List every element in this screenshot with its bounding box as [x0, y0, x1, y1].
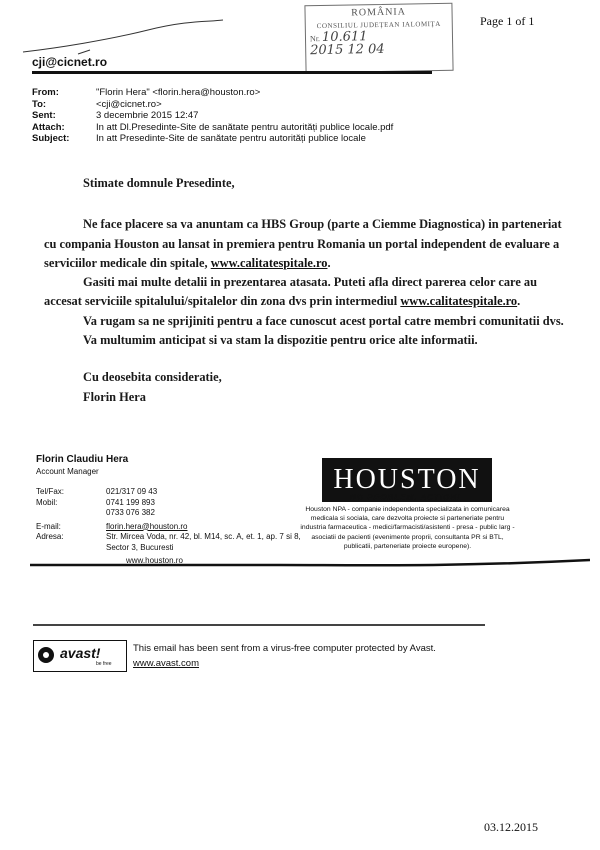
houston-description: Houston NPA - companie independenta specializata in comunicarea medicala si sociala, care dezvolta proiecte si parteneriate pentru industria farmaceutica - medici/farmacisti/asistenti - presa - public larg - asociatii de pacienti (evenimente proprii, consultanta PR si BTL, publicatii, parteneriate proiecte europene). — [300, 506, 515, 550]
page-label: Page 1 of 1 — [480, 14, 535, 28]
website-link[interactable]: www.houston.ro — [126, 556, 183, 565]
registration-stamp — [304, 3, 453, 74]
contact-value: 0741 199 893 — [106, 497, 155, 507]
header-label: Sent: — [32, 110, 56, 122]
header-value: 3 decembrie 2015 12:47 — [96, 110, 199, 122]
header-row-from — [32, 87, 393, 99]
contact-value: 021/317 09 43 — [106, 487, 158, 496]
footer-date: 03.12.2015 — [484, 820, 538, 834]
header-label: Attach: — [32, 121, 65, 133]
handwritten-mark-icon — [18, 18, 228, 58]
portal-link-2[interactable]: www.calitatespitale.ro — [400, 294, 518, 309]
header-divider — [32, 71, 432, 74]
signature-name: Florin Claudiu Hera — [36, 454, 129, 465]
contact-row — [36, 508, 316, 519]
paragraph-2-text: Gasiti mai multe detalii in prezentarea atasata. Puteti afla direct parerea celor care au accesat serviciile spitalului/spitalelor din zona dvs prin intermediul — [44, 275, 537, 309]
closing-name: Florin Hera — [83, 389, 146, 404]
avast-notice — [133, 643, 436, 670]
email-link[interactable]: florin.hera@houston.ro — [106, 521, 188, 531]
houston-tagline: NO PROBLEM. ACTION! — [350, 493, 461, 502]
portal-link[interactable]: www.calitatespitale.ro — [210, 255, 328, 270]
contact-row — [36, 498, 316, 509]
email-header-block — [32, 87, 393, 145]
contact-label: Adresa: — [36, 532, 64, 541]
header-row-attach — [32, 122, 393, 134]
header-row-to — [32, 99, 393, 111]
greeting: Stimate domnule Presedinte, — [83, 176, 235, 190]
houston-logo: HOUSTON — [322, 458, 492, 502]
avast-logo-text: avast! — [60, 645, 101, 661]
header-label: To: — [32, 98, 47, 110]
paragraph-3: Va rugam sa ne sprijiniti pentru a face cunoscut acest portal catre membri comunitatii dvs. — [83, 313, 564, 328]
contact-value: Str. Mircea Voda, nr. 42, bl. M14, sc. A, et. 1, ap. 7 si 8, Sector 3, Bucuresti — [106, 532, 301, 552]
header-row-subject — [32, 133, 393, 145]
contact-row — [36, 487, 316, 498]
attachment-name[interactable]: In att Dl.Presedinte-Site de sanătate pentru autorități publice locale.pdf — [96, 121, 394, 133]
avast-link[interactable]: www.avast.com — [133, 658, 199, 669]
stamp-number-label: Nr. — [309, 34, 321, 44]
header-row-sent — [32, 110, 393, 122]
contact-label: Tel/Fax: — [36, 487, 65, 496]
header-value: In att Presedinte-Site de sanătate pentru autorități publice locale — [96, 133, 366, 145]
contact-label: Mobil: — [36, 497, 58, 507]
avast-divider — [33, 624, 485, 626]
contact-row — [36, 532, 316, 553]
signature-role: Account Manager — [36, 467, 99, 476]
closing-phrase: Cu deosebita consideratie, — [83, 370, 222, 385]
avast-logo — [33, 640, 127, 672]
letter-body — [44, 174, 564, 407]
header-value: <cji@cicnet.ro> — [96, 98, 162, 110]
signature-contact-table — [36, 487, 316, 553]
header-label: From: — [32, 87, 59, 98]
paragraph-2: Gasiti mai multe detalii in prezentarea atasata. Puteti afla direct parerea celor care au accesat serviciile spitalului/spitalelor din zona dvs prin intermediul www.calitatespitale.ro. — [44, 275, 537, 309]
stamp-line-council: CONSILIUL JUDEȚEAN IALOMIȚA — [316, 19, 441, 31]
stamp-number-value: 10.611 — [321, 29, 368, 45]
paragraph-1: Ne face placere sa va anuntam ca HBS Group (parte a Ciemme Diagnostica) in parteneriat cu compania Houston au lansat in premiera pentru Romania un portal independent de evaluare a serviciilor medicale din spitale, www.calitatespitale.ro. — [44, 217, 562, 270]
stamp-date: 2015 12 04 — [310, 41, 385, 59]
paragraph-1-text: Ne face placere sa va anuntam ca HBS Group (parte a Ciemme Diagnostica) in parteneriat cu compania Houston au lansat in premiera pentru Romania un portal independent de evaluare a serviciilor medicale din spitale, — [44, 217, 562, 270]
signature-divider — [30, 558, 590, 570]
stamp-line-country: ROMÂNIA — [351, 6, 407, 19]
avast-logo-sub: be free — [96, 661, 112, 667]
paragraph-4: Va multumim anticipat si va stam la dispozitie pentru orice alte informatii. — [83, 333, 478, 348]
contact-value: 0733 076 382 — [106, 508, 155, 517]
avast-notice-text: This email has been sent from a virus-free computer protected by Avast. — [133, 643, 436, 654]
contact-label — [36, 508, 106, 519]
header-value: "Florin Hera" <florin.hera@houston.ro> — [96, 87, 261, 98]
contact-label: E-mail: — [36, 521, 61, 531]
contact-row — [36, 522, 316, 533]
mailbox-address: cji@cicnet.ro — [32, 55, 108, 69]
header-label: Subject: — [32, 133, 70, 145]
